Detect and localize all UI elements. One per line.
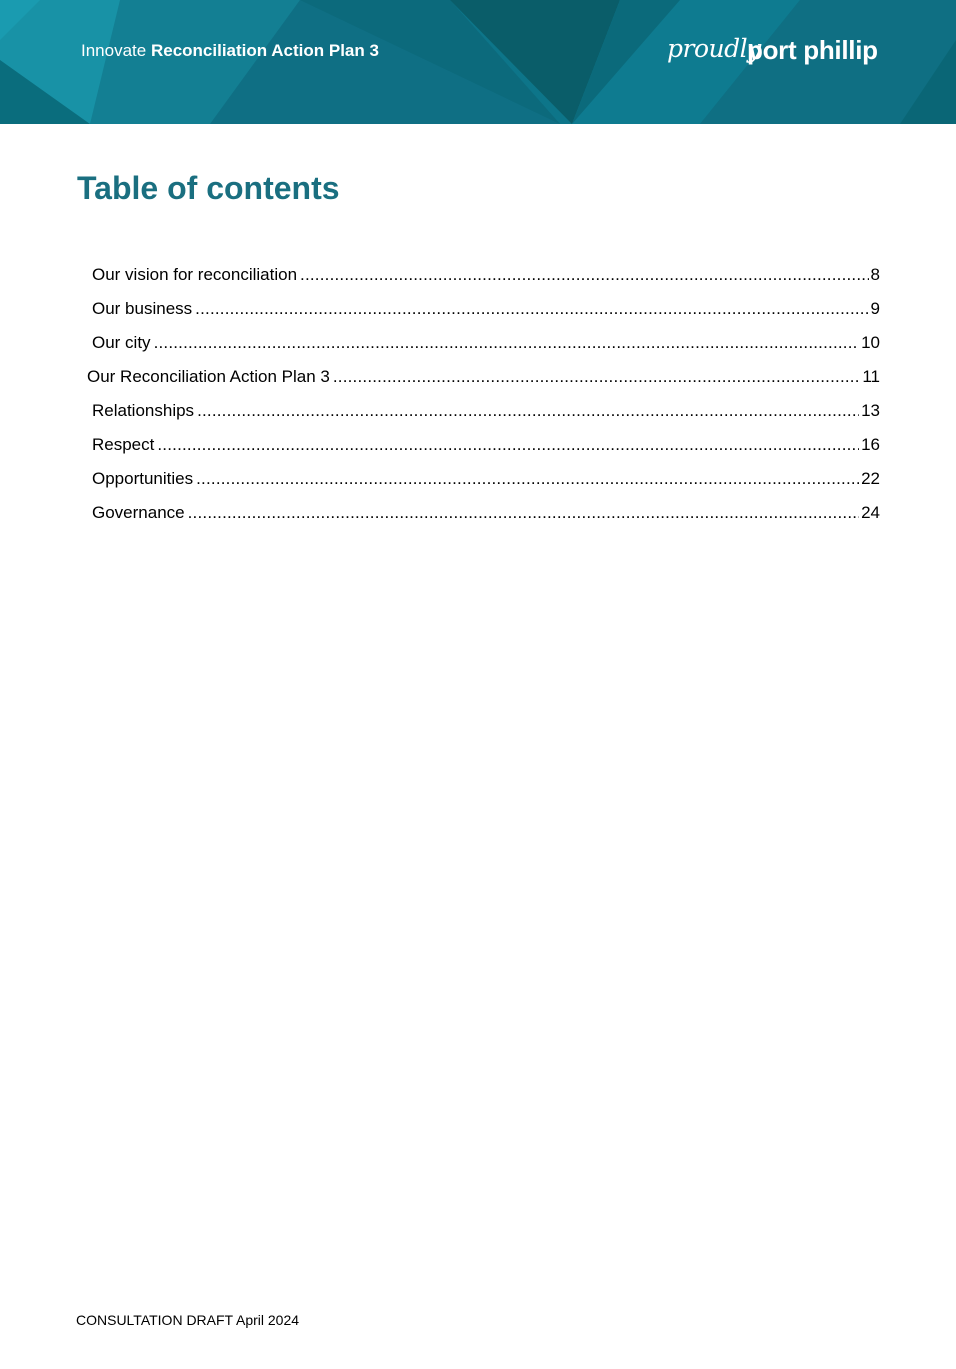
toc-entry-opportunities[interactable]: [92, 467, 880, 491]
toc-entry-label: Governance: [92, 503, 185, 522]
document-title-prefix: Innovate: [81, 41, 147, 60]
toc-entry-page: 9: [870, 299, 880, 318]
proudly-port-phillip-logo: [666, 30, 886, 76]
toc-leader-dots: [157, 433, 859, 457]
toc-leader-dots: [188, 501, 859, 525]
toc-entry-label: Our city: [92, 333, 151, 352]
document-title-bold: Reconciliation Action Plan 3: [150, 41, 379, 60]
toc-entry-our-city[interactable]: [92, 331, 880, 355]
toc-entry-label: Our Reconciliation Action Plan 3: [87, 367, 330, 386]
toc-leader-dots: [333, 365, 860, 389]
logo-script-word: proudly: [667, 34, 761, 63]
logo-bold-words: port phillip: [747, 35, 878, 65]
toc-leader-dots: [195, 297, 868, 321]
toc-entry-page: 8: [870, 265, 880, 284]
toc-entry-governance[interactable]: [92, 501, 880, 525]
toc-entry-our-business[interactable]: [92, 297, 880, 321]
document-title: [81, 41, 379, 61]
toc-entry-label: Respect: [92, 435, 155, 454]
page-title: Table of contents: [77, 170, 340, 206]
toc-leader-dots: [300, 263, 869, 287]
page-header: [0, 0, 956, 124]
toc-entry-respect[interactable]: [92, 433, 880, 457]
toc-entry-label: Opportunities: [92, 469, 194, 488]
toc-leader-dots: [196, 467, 859, 491]
footer-draft-note: CONSULTATION DRAFT April 2024: [76, 1312, 300, 1328]
toc-entry-page: 13: [861, 401, 880, 420]
toc-entry-page: 11: [862, 367, 880, 386]
toc-entry-label: Our business: [92, 299, 193, 318]
toc-entry-our-rap-3[interactable]: [87, 365, 880, 389]
toc-leader-dots: [154, 331, 860, 355]
toc-entry-our-vision[interactable]: [92, 263, 880, 287]
toc-leader-dots: [197, 399, 859, 423]
toc-entry-label: Relationships: [92, 401, 195, 420]
toc-entry-relationships[interactable]: [92, 399, 880, 423]
toc-entry-page: 22: [861, 469, 880, 488]
toc-entry-page: 10: [861, 333, 880, 352]
toc-entry-page: 24: [861, 503, 880, 522]
toc-entry-page: 16: [861, 435, 880, 454]
toc-entry-label: Our vision for reconciliation: [92, 265, 298, 284]
